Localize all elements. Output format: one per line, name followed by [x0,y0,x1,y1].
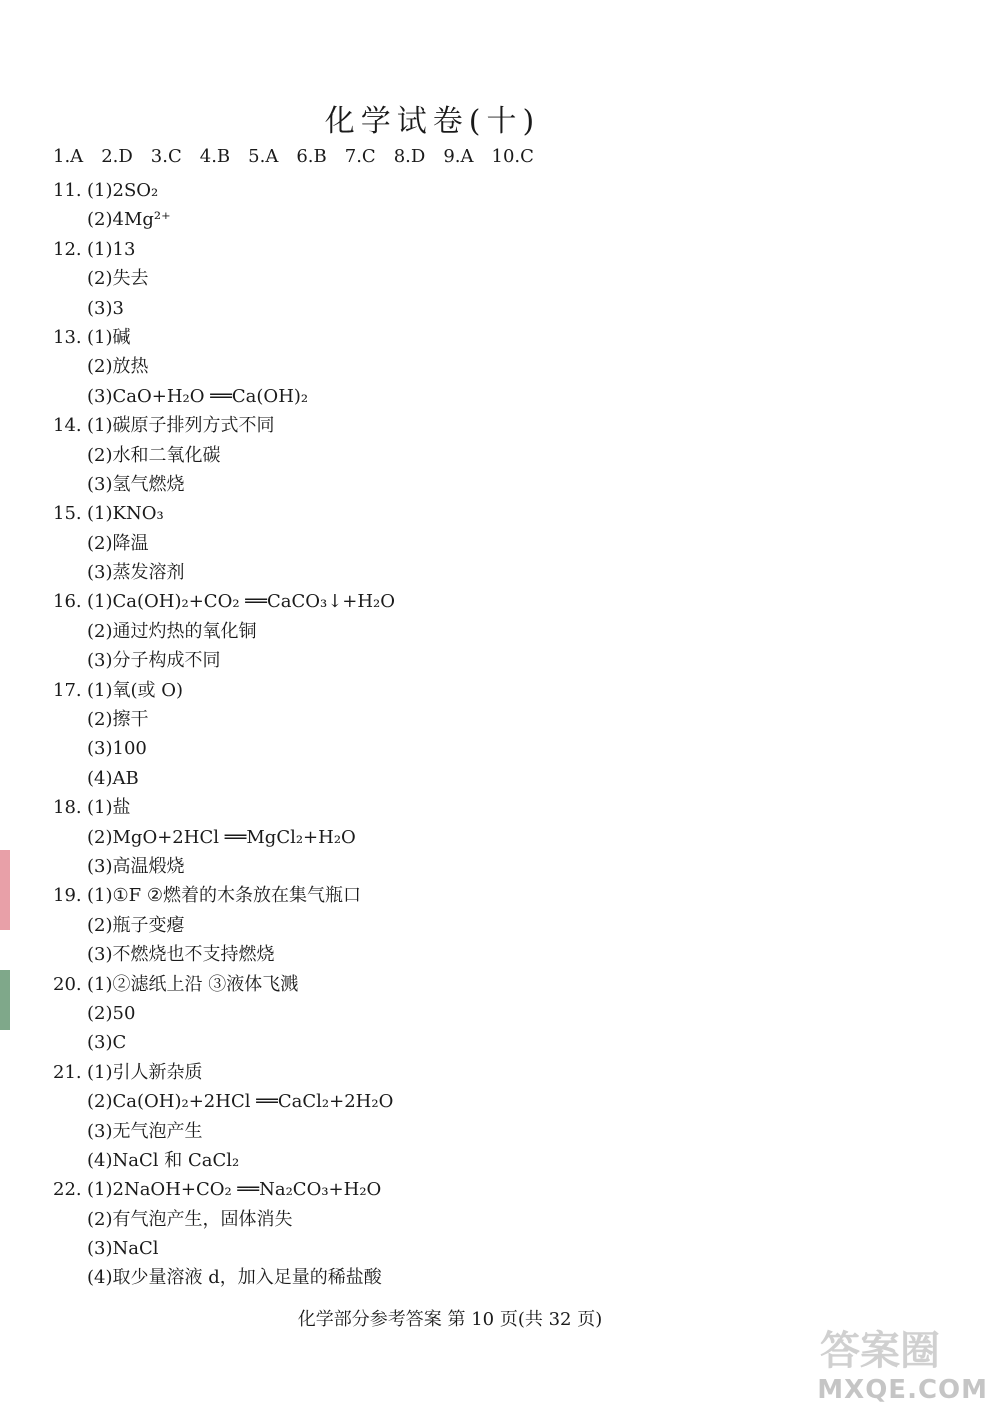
answer-text: (4)NaCl 和 CaCl₂ [87,1149,240,1171]
answer-text: (3)不燃烧也不支持燃烧 [87,944,275,966]
answer-line [53,1263,395,1292]
question-number: 14. [53,415,82,437]
answer-text: (3)NaCl [87,1238,159,1260]
answer-text: (1)氧(或 O) [87,679,184,701]
mc-answer: 8.D [393,146,426,167]
answer-line [53,676,395,705]
answer-text: (2)降温 [87,532,149,554]
answer-line [53,1146,395,1175]
answer-line [53,1058,395,1087]
answer-line [53,617,395,646]
answer-line [53,441,395,470]
answer-text: (3)C [87,1032,127,1054]
page-edge-artifact [0,850,10,930]
answer-text: (3)3 [87,297,124,319]
answer-text: (2)50 [87,1002,136,1024]
answer-line [53,176,395,205]
question-number: 22. [53,1179,82,1201]
answer-line [53,529,395,558]
answer-line [53,470,395,499]
answer-text: (2)放热 [87,356,149,378]
answer-text: (1)②滤纸上沿 ③液体飞溅 [87,973,299,995]
answer-line [53,734,395,763]
answer-line [53,558,395,587]
answer-line [53,323,395,352]
question-number: 18. [53,797,82,819]
answer-text: (3)分子构成不同 [87,650,221,672]
answer-line [53,999,395,1028]
answer-text: (3)氢气燃烧 [87,473,185,495]
question-number: 13. [53,326,82,348]
answer-text: (3)蒸发溶剂 [87,562,185,584]
answer-text: (2)擦干 [87,709,149,731]
answer-text: (2)Ca(OH)₂+2HCl ══CaCl₂+2H₂O [87,1091,394,1113]
answer-line [53,1087,395,1116]
answer-text: (2)4Mg²⁺ [87,209,171,231]
watermark-text: MXQE.COM [817,1375,988,1405]
answer-text: (4)AB [87,767,139,789]
answer-list [53,176,395,1293]
answer-text: (1)引人新杂质 [87,1061,203,1083]
answer-text: (1)2SO₂ [87,180,159,201]
answer-text: (2)通过灼热的氧化铜 [87,620,257,642]
answer-text: (2)MgO+2HCl ══MgCl₂+H₂O [87,826,356,848]
answer-line [53,411,395,440]
answer-text: (1)2NaOH+CO₂ ══Na₂CO₃+H₂O [87,1179,382,1201]
answer-text: (1)碳原子排列方式不同 [87,415,275,437]
question-number: 21. [53,1061,82,1083]
answer-text: (2)瓶子变瘪 [87,914,185,936]
answer-line [53,970,395,999]
mc-answer: 9.A [443,146,474,167]
answer-line [53,352,395,381]
answer-line [53,499,395,528]
answer-line [53,1205,395,1234]
answer-text: (3)无气泡产生 [87,1120,203,1142]
answer-line [53,1175,395,1204]
answer-line [53,587,395,616]
answer-text: (1)盐 [87,797,131,819]
mc-answer: 3.C [150,146,182,167]
mc-answer: 7.C [344,146,376,167]
answer-line [53,1028,395,1057]
question-number: 11. [53,180,82,201]
answer-text: (4)取少量溶液 d，加入足量的稀盐酸 [87,1267,382,1289]
question-number: 20. [53,973,82,995]
mc-answer: 6.B [296,146,327,167]
question-number: 16. [53,591,82,613]
answer-text: (3)高温煅烧 [87,855,185,877]
answer-line [53,235,395,264]
page-footer: 化学部分参考答案 第 10 页(共 32 页) [297,1309,603,1330]
mc-answer: 5.A [248,146,279,167]
answer-line [53,1234,395,1263]
multiple-choice-answers [53,146,552,167]
question-number: 17. [53,679,82,701]
answer-line [53,940,395,969]
answer-line [53,205,395,234]
question-number: 19. [53,885,82,907]
answer-line [53,294,395,323]
answer-line [53,881,395,910]
answer-line [53,764,395,793]
answer-text: (1)碱 [87,326,131,348]
svg-text:答案圈: 答案圈 [820,1328,940,1374]
answer-line [53,264,395,293]
answer-line [53,911,395,940]
answer-line [53,1117,395,1146]
answer-text: (3)CaO+H₂O ══Ca(OH)₂ [87,385,309,407]
answer-text: (1)13 [87,238,136,260]
answer-text: (1)①F ②燃着的木条放在集气瓶口 [87,885,361,907]
answer-text: (2)有气泡产生，固体消失 [87,1208,293,1230]
question-number: 12. [53,238,82,260]
mc-answer: 10.C [491,146,534,167]
answer-line [53,382,395,411]
mc-answer: 1.A [53,146,84,167]
mc-answer: 2.D [101,146,133,167]
page-edge-artifact-2 [0,970,10,1030]
answer-line [53,646,395,675]
question-number: 15. [53,503,82,525]
answer-text: (3)100 [87,738,147,760]
answer-line [53,852,395,881]
answer-line [53,793,395,822]
answer-text: (2)失去 [87,268,149,290]
answer-line [53,823,395,852]
answer-text: (1)KNO₃ [87,503,164,525]
answer-text: (1)Ca(OH)₂+CO₂ ══CaCO₃↓+H₂O [87,591,396,613]
page-title: 化学试卷(十) [324,104,541,139]
answer-line [53,705,395,734]
answer-text: (2)水和二氧化碳 [87,444,221,466]
mc-answer: 4.B [199,146,231,167]
